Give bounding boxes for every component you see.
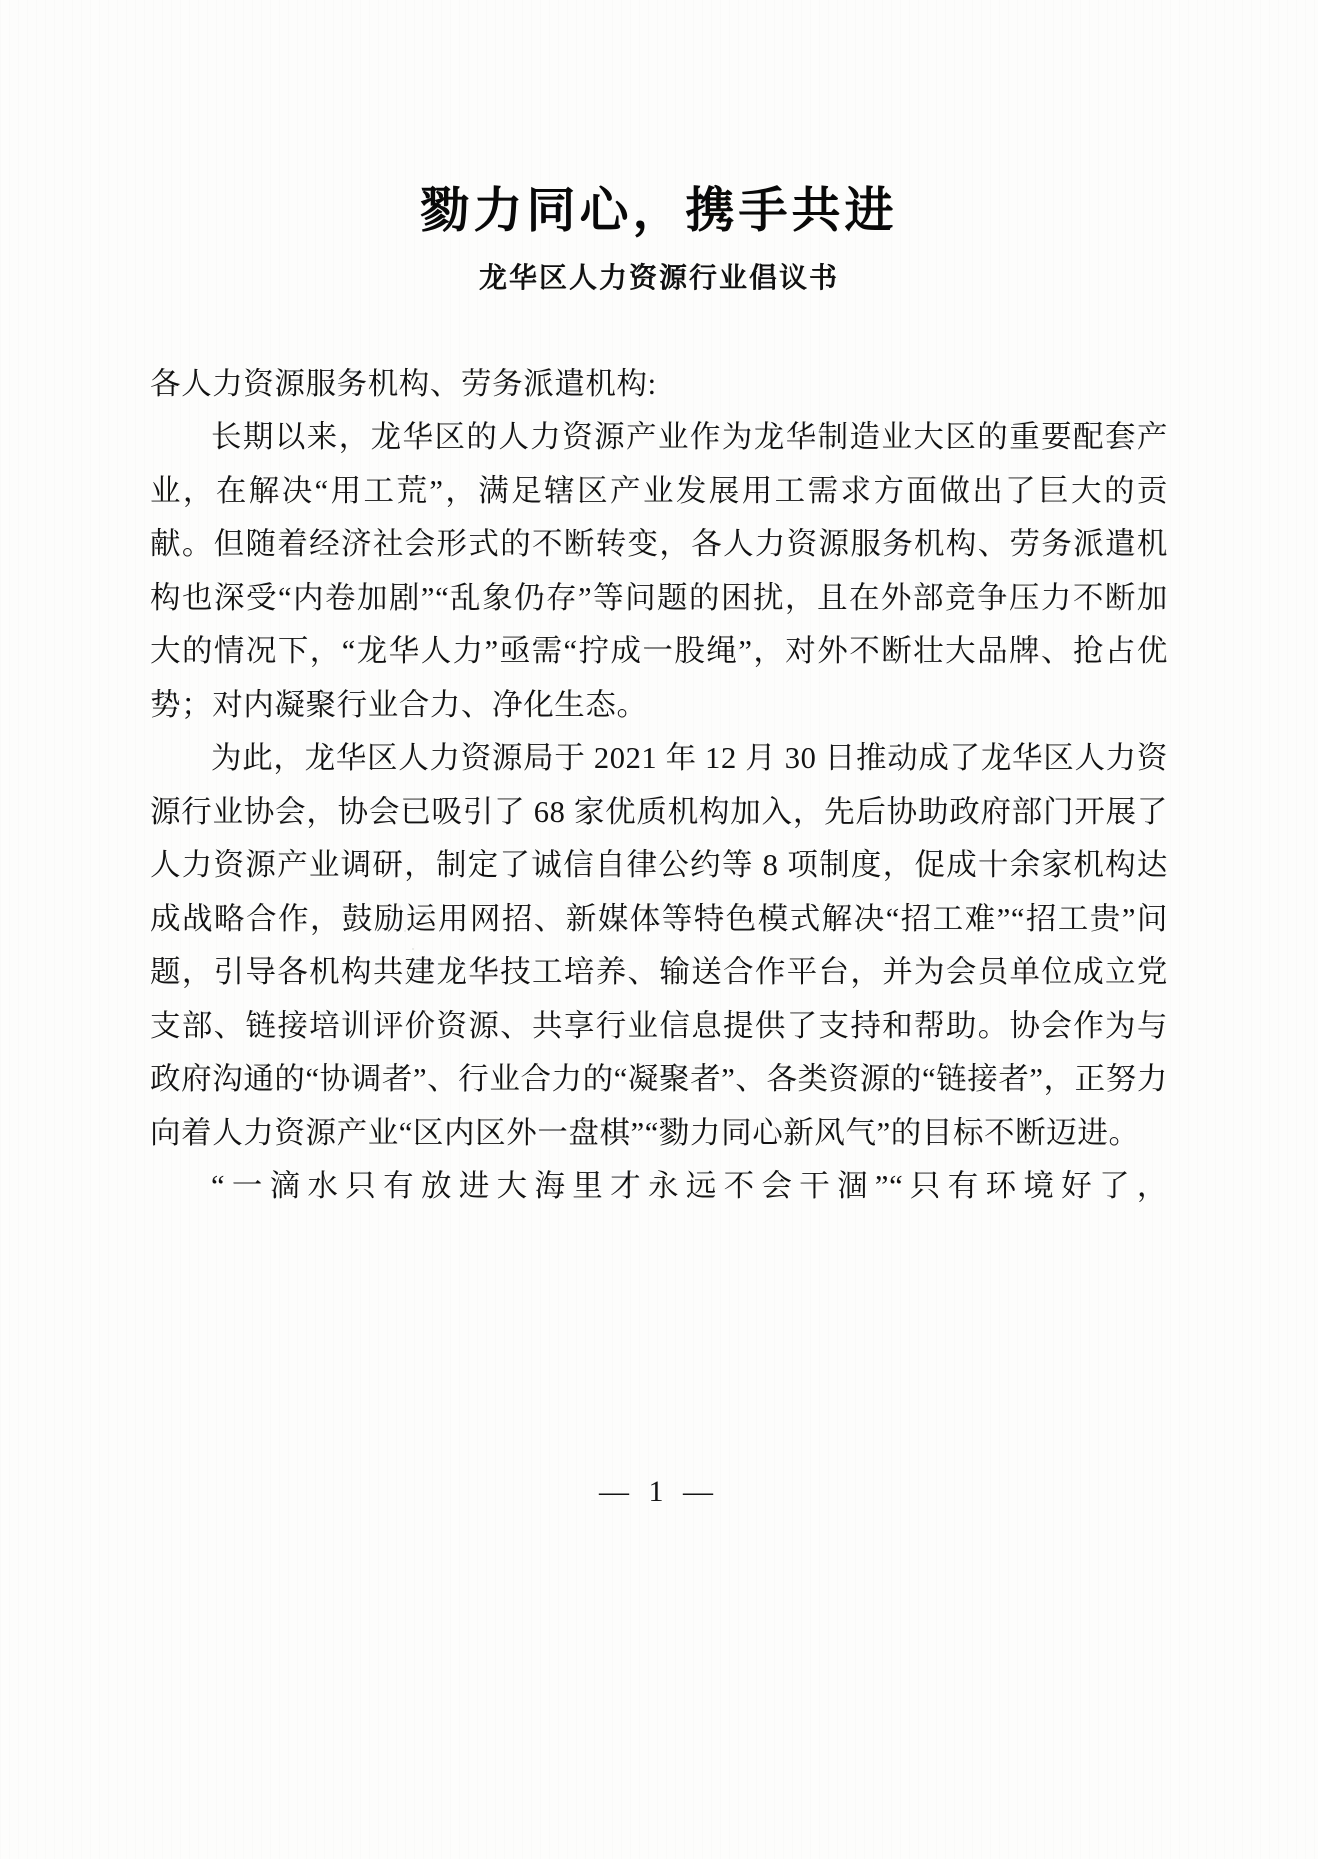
document-body — [150, 358, 1168, 1214]
body-paragraph-2: 为此，龙华区人力资源局于 2021 年 12 月 30 日推动成了龙华区人力资源行业协会，协会已吸引了 68 家优质机构加入，先后协助政府部门开展了人力资源产业调研，制定了诚信自律公约等 8 项制度，促成十余家机构达成战略合作，鼓励运用网招、新媒体等特色模式解决“招工难”“招工贵”问题，引导各机构共建龙华技工培养、输送合作平台，并为会员单位成立党支部、链接培训评价资源、共享行业信息提供了支持和帮助。协会作为与政府沟通的“协调者”、行业合力的“凝聚者”、各类资源的“链接者”，正努力向着人力资源产业“区内区外一盘棋”“勠力同心新风气”的目标不断迈进。 — [150, 741, 1168, 1150]
body-paragraph-3: “一滴水只有放进大海里才永远不会干涸”“只有环境好了， — [211, 1169, 1168, 1204]
title-block — [150, 182, 1168, 296]
salutation-line: 各人力资源服务机构、劳务派遣机构: — [150, 366, 657, 401]
document-subtitle: 龙华区人力资源行业倡议书 — [478, 262, 839, 294]
page-title: 勠力同心，携手共进 — [420, 181, 898, 239]
body-paragraph-1: 长期以来，龙华区的人力资源产业作为龙华制造业大区的重要配套产业，在解决“用工荒”，满足辖区产业发展用工需求方面做出了巨大的贡献。但随着经济社会形式的不断转变，各人力资源服务机构、劳务派遣机构也深受“内卷加剧”“乱象仍存”等问题的困扰，且在外部竞争压力不断加大的情况下，“龙华人力”亟需“拧成一股绳”，对外不断壮大品牌、抢占优势；对内凝聚行业合力、净化生态。 — [150, 420, 1168, 722]
page-number: — 1 — — [599, 1475, 719, 1508]
